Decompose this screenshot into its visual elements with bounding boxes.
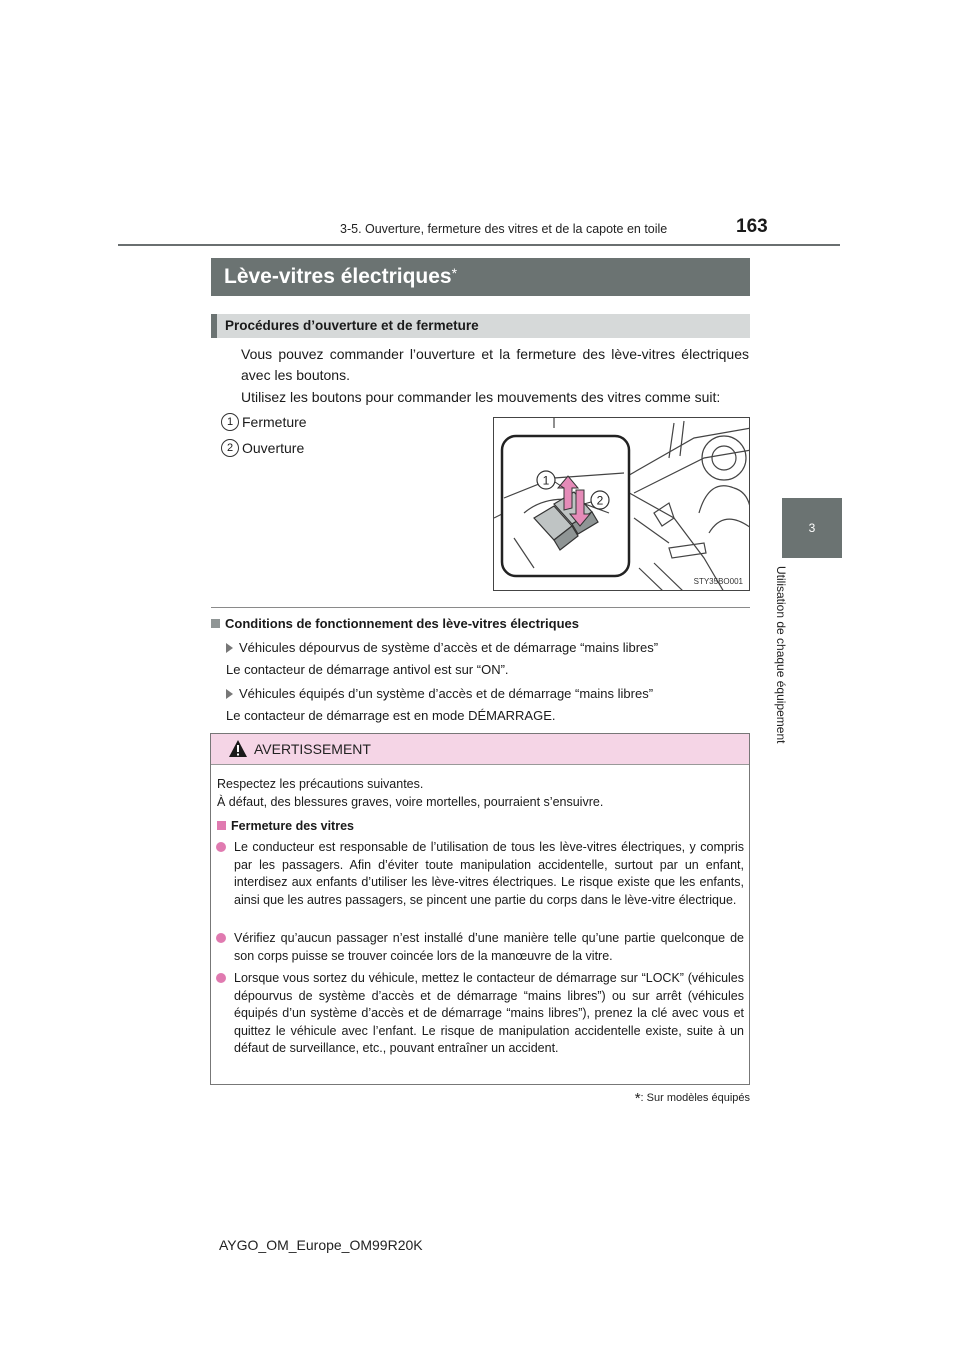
asterisk-mark: * xyxy=(451,265,458,281)
warning-bullet-3-text: Lorsque vous sortez du véhicule, mettez le contacteur de démarrage sur “LOCK” (véhicules dépourvus de système d’accès et de démarrage “mains libres”) ou sur arrêt (véhicules équipés d’un système d’accès et de démarrage “mains libres”), prenez la clé avec vous et quittez le véhicule avec l’enfant. Le risque de manipulation accidentelle existe, suite à un défaut de surveillance, etc., pouvant entraîner un accident. xyxy=(234,971,744,1055)
chapter-tab: 3 xyxy=(782,498,842,558)
document-code: AYGO_OM_Europe_OM99R20K xyxy=(219,1237,423,1253)
bullet-dot-icon xyxy=(216,973,226,983)
condition-case-2-heading-text: Véhicules équipés d’un système d’accès et de démarrage “mains libres” xyxy=(239,686,654,701)
warning-box xyxy=(210,733,750,1085)
header-rule xyxy=(118,244,840,246)
bullet-dot-icon xyxy=(216,933,226,943)
page-title xyxy=(211,258,750,296)
page-title-text: Lève-vitres électriques xyxy=(224,265,452,288)
chapter-side-label-text: Utilisation de chaque équipement xyxy=(774,566,788,744)
warning-bullet-2-text: Vérifiez qu’aucun passager n’est installé d’une manière telle qu’une partie quelconque de son corps puisse se trouver coincée lors de la manœuvre de la vitre. xyxy=(234,931,744,963)
item-label-opening: Ouverture xyxy=(242,440,305,456)
condition-case-1-heading xyxy=(226,640,658,655)
footnote-text: : Sur modèles équipés xyxy=(640,1092,750,1104)
warning-bullet-1 xyxy=(234,839,744,909)
square-bullet-icon xyxy=(217,821,226,830)
warning-subheading-text: Fermeture des vitres xyxy=(231,819,354,833)
warning-intro-1: Respectez les précautions suivantes. xyxy=(217,777,424,791)
warning-bullet-2 xyxy=(234,930,744,965)
page-number: 163 xyxy=(736,216,768,237)
subsection-title: Procédures d’ouverture et de fermeture xyxy=(211,314,750,338)
callout-1: 1 xyxy=(542,473,550,488)
warning-bullet-1-text: Le conducteur est responsable de l’utilisation de tous les lève-vitres électriques, y compris par les passagers. Afin d’éviter toute manipulation accidentelle, surtout par un enfant, interdisez aux enfants d’utiliser les lève-vitres électriques. Le risque existe que les enfants, ainsi que les autres passagers, se pincent une partie du corps dans le lève-vitre électrique. xyxy=(234,840,744,907)
item-label-closing: Fermeture xyxy=(242,414,307,430)
condition-case-2-text: Le contacteur de démarrage est en mode DÉMARRAGE. xyxy=(226,708,556,723)
triangle-bullet-icon xyxy=(226,643,233,653)
warning-title: AVERTISSEMENT xyxy=(254,741,371,757)
warning-subheading xyxy=(217,818,745,836)
section-heading: 3-5. Ouverture, fermeture des vitres et de la capote en toile xyxy=(340,222,668,236)
warning-intro-2: À défaut, des blessures graves, voire mortelles, pourraient s’ensuivre. xyxy=(217,795,604,809)
bullet-dot-icon xyxy=(216,842,226,852)
conditions-heading-text: Conditions de fonctionnement des lève-vitres électriques xyxy=(225,616,579,631)
item-number-2: 2 xyxy=(221,439,239,457)
condition-case-1-text: Le contacteur de démarrage antivol est sur “ON”. xyxy=(226,662,509,677)
window-switch-illustration xyxy=(493,417,750,591)
section-divider xyxy=(211,607,750,608)
warning-header xyxy=(211,734,749,765)
footnote-mark: * xyxy=(634,1090,641,1107)
intro-paragraph: Vous pouvez commander l’ouverture et la fermeture des lève-vitres électriques avec les boutons. xyxy=(241,346,749,383)
warning-bullet-3 xyxy=(234,970,744,1058)
condition-case-1-heading-text: Véhicules dépourvus de système d’accès et de démarrage “mains libres” xyxy=(239,640,659,655)
chapter-side-label xyxy=(774,566,802,766)
square-bullet-icon xyxy=(211,619,220,628)
callout-2: 2 xyxy=(596,493,604,508)
illustration-code: STY35BO001 xyxy=(693,577,743,586)
instruction-paragraph: Utilisez les boutons pour commander les mouvements des vitres comme suit: xyxy=(241,389,721,405)
warning-triangle-icon xyxy=(228,739,248,758)
conditions-heading xyxy=(211,616,579,631)
window-switch-drawing xyxy=(494,418,750,591)
footnote xyxy=(570,1090,750,1107)
item-number-1: 1 xyxy=(221,413,239,431)
condition-case-2-heading xyxy=(226,686,653,701)
triangle-bullet-icon xyxy=(226,689,233,699)
